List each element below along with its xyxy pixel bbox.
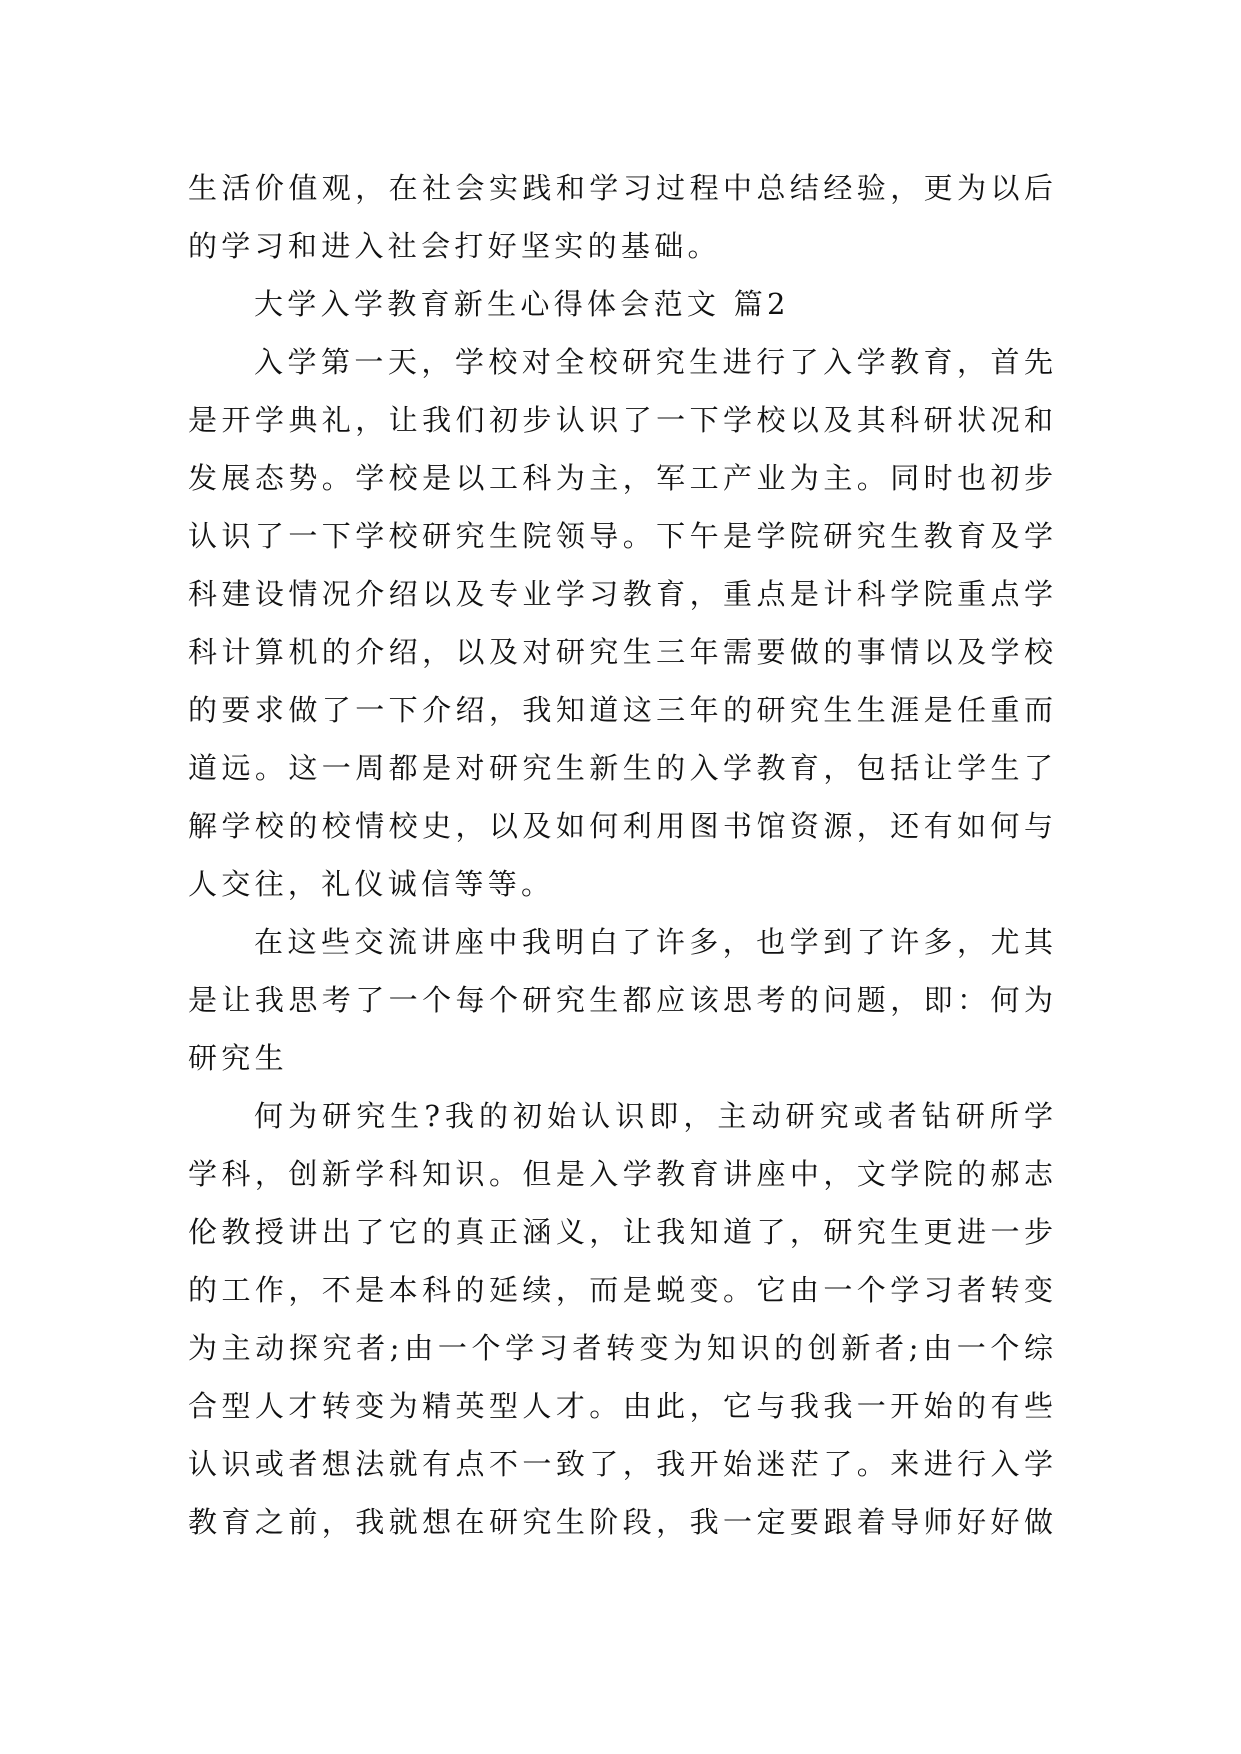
paragraph-line: 认识了一下学校研究生院领导。下午是学院研究生教育及学	[188, 519, 1053, 553]
paragraph-line: 研究生	[188, 1041, 288, 1075]
paragraph-line: 教育之前，我就想在研究生阶段，我一定要跟着导师好好做	[188, 1505, 1053, 1539]
paragraph-line: 生活价值观，在社会实践和学习过程中总结经验，更为以后	[188, 171, 1053, 205]
section-heading-block	[188, 275, 1053, 333]
paragraph-line: 人交往，礼仪诚信等等。	[188, 867, 555, 901]
paragraph-line: 为主动探究者;由一个学习者转变为知识的创新者;由一个综	[188, 1331, 1053, 1365]
paragraph	[188, 1087, 1053, 1551]
document-body	[188, 159, 1053, 1551]
paragraph-line: 是让我思考了一个每个研究生都应该思考的问题，即：何为	[188, 983, 1053, 1017]
paragraph	[188, 333, 1053, 913]
paragraph-line: 认识或者想法就有点不一致了，我开始迷茫了。来进行入学	[188, 1447, 1053, 1481]
paragraph-continued	[188, 159, 1053, 275]
paragraph-line: 在这些交流讲座中我明白了许多，也学到了许多，尤其	[254, 925, 1053, 959]
paragraph-line: 的工作，不是本科的延续，而是蜕变。它由一个学习者转变	[188, 1273, 1053, 1307]
paragraph-line: 何为研究生?我的初始认识即，主动研究或者钻研所学	[254, 1099, 1053, 1133]
paragraph-line: 伦教授讲出了它的真正涵义，让我知道了，研究生更进一步	[188, 1215, 1053, 1249]
paragraph-line: 科计算机的介绍，以及对研究生三年需要做的事情以及学校	[188, 635, 1053, 669]
paragraph-line: 是开学典礼，让我们初步认识了一下学校以及其科研状况和	[188, 403, 1053, 437]
paragraph-line: 的学习和进入社会打好坚实的基础。	[188, 229, 721, 263]
paragraph-line: 合型人才转变为精英型人才。由此，它与我我一开始的有些	[188, 1389, 1053, 1423]
paragraph-line: 道远。这一周都是对研究生新生的入学教育，包括让学生了	[188, 751, 1053, 785]
paragraph-line: 科建设情况介绍以及专业学习教育，重点是计科学院重点学	[188, 577, 1053, 611]
paragraph-line: 入学第一天，学校对全校研究生进行了入学教育，首先	[254, 345, 1053, 379]
paragraph-line: 学科，创新学科知识。但是入学教育讲座中，文学院的郝志	[188, 1157, 1053, 1191]
paragraph	[188, 913, 1053, 1087]
section-heading: 大学入学教育新生心得体会范文 篇2	[254, 287, 790, 321]
paragraph-line: 解学校的校情校史，以及如何利用图书馆资源，还有如何与	[188, 809, 1053, 843]
paragraph-line: 发展态势。学校是以工科为主，军工产业为主。同时也初步	[188, 461, 1053, 495]
paragraph-line: 的要求做了一下介绍，我知道这三年的研究生生涯是任重而	[188, 693, 1053, 727]
